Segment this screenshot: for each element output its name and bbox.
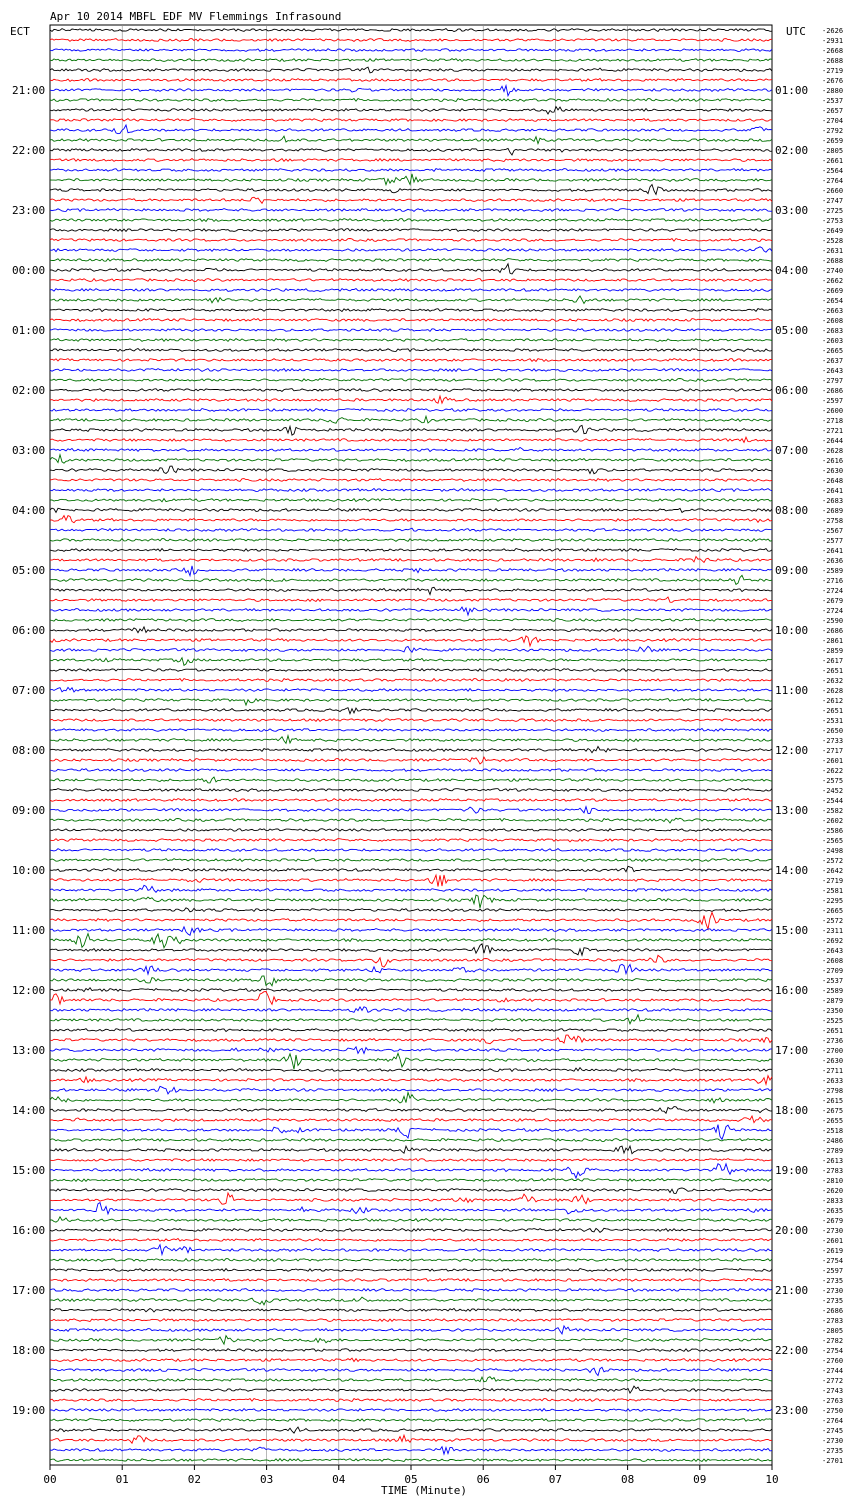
trace-offset-label: -2650 bbox=[822, 727, 844, 735]
trace-offset-label: -2643 bbox=[822, 367, 844, 375]
trace-offset-label: -2721 bbox=[822, 427, 844, 435]
trace-offset-label: -2651 bbox=[822, 667, 844, 675]
trace-offset-label: -2577 bbox=[822, 537, 844, 545]
trace-offset-label: -2704 bbox=[822, 117, 844, 125]
trace-offset-label: -2772 bbox=[822, 1377, 844, 1385]
trace-offset-label: -2709 bbox=[822, 967, 844, 975]
trace-offset-label: -2590 bbox=[822, 617, 844, 625]
trace-offset-label: -2544 bbox=[822, 797, 844, 805]
trace-offset-label: -2663 bbox=[822, 307, 844, 315]
trace-offset-label: -2641 bbox=[822, 487, 844, 495]
trace-offset-label: -2657 bbox=[822, 107, 844, 115]
trace-offset-label: -2644 bbox=[822, 437, 844, 445]
trace-offset-label: -2643 bbox=[822, 947, 844, 955]
trace-offset-label: -2730 bbox=[822, 1227, 844, 1235]
trace-offset-label: -2688 bbox=[822, 257, 844, 265]
trace-offset-label: -2676 bbox=[822, 77, 844, 85]
left-hour-label: 22:00 bbox=[12, 144, 46, 157]
left-hour-label: 13:00 bbox=[12, 1044, 46, 1057]
left-hour-label: 23:00 bbox=[12, 204, 46, 217]
trace-offset-label: -2686 bbox=[822, 1307, 844, 1315]
trace-offset-label: -2531 bbox=[822, 717, 844, 725]
trace-offset-label: -2743 bbox=[822, 1387, 844, 1395]
right-hour-label: 17:00 bbox=[775, 1044, 809, 1057]
trace-offset-label: -2581 bbox=[822, 887, 844, 895]
trace-offset-label: -2758 bbox=[822, 517, 844, 525]
trace-offset-label: -2669 bbox=[822, 287, 844, 295]
trace-offset-label: -2612 bbox=[822, 697, 844, 705]
trace-offset-label: -2619 bbox=[822, 1247, 844, 1255]
right-hour-label: 23:00 bbox=[775, 1404, 809, 1417]
trace-offset-label: -2750 bbox=[822, 1407, 844, 1415]
trace-offset-label: -2602 bbox=[822, 817, 844, 825]
trace-offset-label: -2724 bbox=[822, 607, 844, 615]
left-timezone-label: ECT bbox=[10, 25, 30, 38]
right-hour-label: 15:00 bbox=[775, 924, 809, 937]
trace-offset-label: -2641 bbox=[822, 547, 844, 555]
trace-offset-label: -2660 bbox=[822, 187, 844, 195]
left-hour-label: 15:00 bbox=[12, 1164, 46, 1177]
trace-offset-label: -2735 bbox=[822, 1277, 844, 1285]
x-tick-label: 06 bbox=[476, 1473, 490, 1486]
right-hour-label: 18:00 bbox=[775, 1104, 809, 1117]
left-hour-label: 17:00 bbox=[12, 1284, 46, 1297]
trace-offset-label: -2295 bbox=[822, 897, 844, 905]
left-hour-label: 11:00 bbox=[12, 924, 46, 937]
left-hour-label: 18:00 bbox=[12, 1344, 46, 1357]
right-hour-label: 20:00 bbox=[775, 1224, 809, 1237]
trace-offset-label: -2760 bbox=[822, 1357, 844, 1365]
right-hour-label: 07:00 bbox=[775, 444, 809, 457]
right-hour-label: 11:00 bbox=[775, 684, 809, 697]
trace-offset-label: -2931 bbox=[822, 37, 844, 45]
trace-offset-label: -2744 bbox=[822, 1367, 844, 1375]
trace-offset-label: -2725 bbox=[822, 207, 844, 215]
x-tick-label: 02 bbox=[187, 1473, 202, 1486]
right-hour-label: 01:00 bbox=[775, 84, 809, 97]
right-hour-labels bbox=[775, 84, 808, 1417]
trace-offset-label: -2735 bbox=[822, 1447, 844, 1455]
right-hour-label: 19:00 bbox=[775, 1164, 809, 1177]
trace-offset-label: -2589 bbox=[822, 987, 844, 995]
right-hour-label: 08:00 bbox=[775, 504, 809, 517]
trace-offset-label: -2717 bbox=[822, 747, 844, 755]
trace-offset-labels bbox=[822, 27, 843, 1465]
left-hour-labels bbox=[12, 84, 45, 1417]
x-tick-label: 08 bbox=[620, 1473, 635, 1486]
chart-title: Apr 10 2014 MBFL EDF MV Flemmings Infrasound bbox=[50, 10, 342, 23]
trace-offset-label: -2668 bbox=[822, 47, 844, 55]
trace-offset-label: -2792 bbox=[822, 127, 844, 135]
trace-offset-label: -2716 bbox=[822, 577, 844, 585]
trace-offset-label: -2603 bbox=[822, 337, 844, 345]
trace-offset-label: -2683 bbox=[822, 497, 844, 505]
trace-offset-label: -2642 bbox=[822, 867, 844, 875]
trace-offset-label: -2635 bbox=[822, 1207, 844, 1215]
left-hour-label: 14:00 bbox=[12, 1104, 46, 1117]
trace-offset-label: -2763 bbox=[822, 1397, 844, 1405]
trace-offset-label: -2719 bbox=[822, 67, 844, 75]
trace-offset-label: -2564 bbox=[822, 167, 844, 175]
trace-offset-label: -2797 bbox=[822, 377, 844, 385]
trace-offset-label: -2754 bbox=[822, 1257, 844, 1265]
trace-offset-label: -2754 bbox=[822, 1347, 844, 1355]
trace-offset-label: -2622 bbox=[822, 767, 844, 775]
trace-offset-label: -2537 bbox=[822, 977, 844, 985]
right-hour-label: 05:00 bbox=[775, 324, 809, 337]
trace-offset-label: -2617 bbox=[822, 657, 844, 665]
trace-offset-label: -2525 bbox=[822, 1017, 844, 1025]
trace-offset-label: -2616 bbox=[822, 457, 844, 465]
trace-offset-label: -2350 bbox=[822, 1007, 844, 1015]
trace-offset-label: -2810 bbox=[822, 1177, 844, 1185]
trace-offset-label: -2572 bbox=[822, 917, 844, 925]
right-hour-label: 09:00 bbox=[775, 564, 809, 577]
trace-offset-label: -2651 bbox=[822, 707, 844, 715]
trace-offset-label: -2798 bbox=[822, 1087, 844, 1095]
trace-offset-label: -2783 bbox=[822, 1317, 844, 1325]
trace-offset-label: -2620 bbox=[822, 1187, 844, 1195]
trace-offset-label: -2861 bbox=[822, 637, 844, 645]
right-hour-label: 21:00 bbox=[775, 1284, 809, 1297]
trace-offset-label: -2655 bbox=[822, 1117, 844, 1125]
left-hour-label: 02:00 bbox=[12, 384, 46, 397]
trace-offset-label: -2654 bbox=[822, 297, 844, 305]
trace-offset-label: -2452 bbox=[822, 787, 844, 795]
right-hour-label: 03:00 bbox=[775, 204, 809, 217]
trace-offset-label: -2589 bbox=[822, 567, 844, 575]
trace-offset-label: -2601 bbox=[822, 1237, 844, 1245]
trace-offset-label: -2880 bbox=[822, 87, 844, 95]
trace-offset-label: -2764 bbox=[822, 1417, 844, 1425]
trace-offset-label: -2565 bbox=[822, 837, 844, 845]
left-hour-label: 10:00 bbox=[12, 864, 46, 877]
x-tick-label: 09 bbox=[693, 1473, 707, 1486]
trace-offset-label: -2637 bbox=[822, 357, 844, 365]
x-tick-label: 01 bbox=[115, 1473, 129, 1486]
trace-offset-label: -2683 bbox=[822, 327, 844, 335]
trace-offset-label: -2630 bbox=[822, 467, 844, 475]
trace-offset-label: -2730 bbox=[822, 1287, 844, 1295]
trace-offset-label: -2879 bbox=[822, 997, 844, 1005]
trace-offset-label: -2859 bbox=[822, 647, 844, 655]
trace-offset-label: -2675 bbox=[822, 1107, 844, 1115]
trace-offset-label: -2651 bbox=[822, 1027, 844, 1035]
trace-offset-label: -2735 bbox=[822, 1297, 844, 1305]
trace-offset-label: -2753 bbox=[822, 217, 844, 225]
trace-offset-label: -2789 bbox=[822, 1147, 844, 1155]
trace-offset-label: -2686 bbox=[822, 387, 844, 395]
left-hour-label: 03:00 bbox=[12, 444, 46, 457]
trace-offset-label: -2700 bbox=[822, 1047, 844, 1055]
right-hour-label: 22:00 bbox=[775, 1344, 809, 1357]
trace-offset-label: -2575 bbox=[822, 777, 844, 785]
left-hour-label: 19:00 bbox=[12, 1404, 46, 1417]
trace-offset-label: -2662 bbox=[822, 277, 844, 285]
trace-offset-label: -2783 bbox=[822, 1167, 844, 1175]
right-hour-label: 14:00 bbox=[775, 864, 809, 877]
trace-offset-label: -2747 bbox=[822, 197, 844, 205]
trace-offset-label: -2626 bbox=[822, 27, 844, 35]
right-hour-label: 02:00 bbox=[775, 144, 809, 157]
trace-offset-label: -2628 bbox=[822, 447, 844, 455]
trace-offset-label: -2733 bbox=[822, 737, 844, 745]
right-timezone-label: UTC bbox=[786, 25, 806, 38]
trace-offset-label: -2659 bbox=[822, 137, 844, 145]
trace-offset-label: -2736 bbox=[822, 1037, 844, 1045]
trace-offset-label: -2608 bbox=[822, 957, 844, 965]
left-hour-label: 06:00 bbox=[12, 624, 46, 637]
x-tick-label: 05 bbox=[404, 1473, 418, 1486]
trace-offset-label: -2724 bbox=[822, 587, 844, 595]
trace-offset-label: -2498 bbox=[822, 847, 844, 855]
trace-offset-label: -2615 bbox=[822, 1097, 844, 1105]
trace-offset-label: -2633 bbox=[822, 1077, 844, 1085]
trace-offset-label: -2537 bbox=[822, 97, 844, 105]
x-tick-label: 03 bbox=[259, 1473, 274, 1486]
trace-offset-label: -2701 bbox=[822, 1457, 844, 1465]
left-hour-label: 04:00 bbox=[12, 504, 46, 517]
left-hour-label: 16:00 bbox=[12, 1224, 46, 1237]
trace-offset-label: -2613 bbox=[822, 1157, 844, 1165]
left-hour-label: 09:00 bbox=[12, 804, 46, 817]
right-hour-label: 16:00 bbox=[775, 984, 809, 997]
x-axis-label: TIME (Minute) bbox=[380, 1484, 468, 1497]
right-hour-label: 13:00 bbox=[775, 804, 809, 817]
right-hour-label: 06:00 bbox=[775, 384, 809, 397]
left-hour-label: 05:00 bbox=[12, 564, 46, 577]
trace-offset-label: -2711 bbox=[822, 1067, 844, 1075]
trace-offset-label: -2730 bbox=[822, 1437, 844, 1445]
trace-offset-label: -2833 bbox=[822, 1197, 844, 1205]
trace-offset-label: -2628 bbox=[822, 687, 844, 695]
trace-offset-label: -2689 bbox=[822, 507, 844, 515]
right-hour-label: 10:00 bbox=[775, 624, 809, 637]
left-hour-label: 21:00 bbox=[12, 84, 46, 97]
trace-offset-label: -2597 bbox=[822, 397, 844, 405]
trace-offset-label: -2665 bbox=[822, 347, 844, 355]
trace-offset-label: -2782 bbox=[822, 1337, 844, 1345]
trace-offset-label: -2718 bbox=[822, 417, 844, 425]
x-tick-label: 04 bbox=[332, 1473, 346, 1486]
trace-offset-label: -2740 bbox=[822, 267, 844, 275]
trace-offset-label: -2648 bbox=[822, 477, 844, 485]
left-hour-label: 07:00 bbox=[12, 684, 46, 697]
trace-offset-label: -2631 bbox=[822, 247, 844, 255]
x-tick-label: 07 bbox=[548, 1473, 563, 1486]
trace-offset-label: -2688 bbox=[822, 57, 844, 65]
trace-offset-label: -2679 bbox=[822, 1217, 844, 1225]
trace-offset-label: -2630 bbox=[822, 1057, 844, 1065]
trace-offset-label: -2597 bbox=[822, 1267, 844, 1275]
trace-offset-label: -2632 bbox=[822, 677, 844, 685]
trace-offset-label: -2608 bbox=[822, 317, 844, 325]
trace-offset-label: -2311 bbox=[822, 927, 844, 935]
left-hour-label: 12:00 bbox=[12, 984, 46, 997]
left-hour-label: 01:00 bbox=[12, 324, 46, 337]
right-hour-label: 12:00 bbox=[775, 744, 809, 757]
trace-offset-label: -2805 bbox=[822, 147, 844, 155]
trace-offset-label: -2518 bbox=[822, 1127, 844, 1135]
trace-offset-label: -2600 bbox=[822, 407, 844, 415]
trace-offset-label: -2665 bbox=[822, 907, 844, 915]
trace-offset-label: -2649 bbox=[822, 227, 844, 235]
trace-offset-label: -2572 bbox=[822, 857, 844, 865]
trace-offset-label: -2601 bbox=[822, 757, 844, 765]
trace-offset-label: -2679 bbox=[822, 597, 844, 605]
trace-offset-label: -2567 bbox=[822, 527, 844, 535]
trace-offset-label: -2805 bbox=[822, 1327, 844, 1335]
right-hour-label: 04:00 bbox=[775, 264, 809, 277]
trace-offset-label: -2692 bbox=[822, 937, 844, 945]
trace-offset-label: -2686 bbox=[822, 627, 844, 635]
trace-offset-label: -2636 bbox=[822, 557, 844, 565]
trace-offset-label: -2745 bbox=[822, 1427, 844, 1435]
trace-offset-label: -2486 bbox=[822, 1137, 844, 1145]
left-hour-label: 00:00 bbox=[12, 264, 46, 277]
trace-offset-label: -2661 bbox=[822, 157, 844, 165]
trace-offset-label: -2764 bbox=[822, 177, 844, 185]
left-hour-label: 08:00 bbox=[12, 744, 46, 757]
trace-offset-label: -2719 bbox=[822, 877, 844, 885]
trace-offset-label: -2582 bbox=[822, 807, 844, 815]
x-axis-ticks bbox=[43, 1465, 778, 1486]
trace-offset-label: -2528 bbox=[822, 237, 844, 245]
trace-offset-label: -2586 bbox=[822, 827, 844, 835]
x-tick-label: 00 bbox=[43, 1473, 57, 1486]
x-tick-label: 10 bbox=[765, 1473, 779, 1486]
